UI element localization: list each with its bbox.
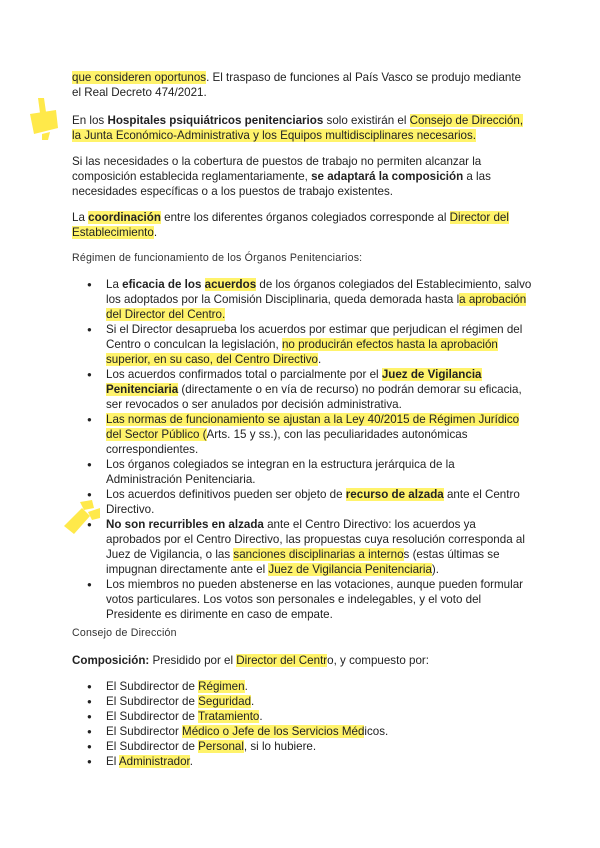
text-span: entre los diferentes órganos colegiados corresponde al: [160, 211, 450, 224]
bold-text: Hospitales psiquiátricos penitenciarios: [107, 114, 324, 127]
paragraph-traspaso: [72, 70, 532, 100]
text-span: Los acuerdos confirmados total o parcialmente por el: [106, 368, 382, 381]
paragraph-composicion: [72, 653, 532, 668]
text-span: En los: [72, 114, 108, 127]
highlight: no producirán efectos hasta la aprobación superior, en su caso, del Centro Directivo: [106, 338, 498, 366]
list-item: [72, 517, 532, 577]
text-span: de los órganos colegiados del Establecimiento, salvo los adoptados por la Comisión Disciplinaria, queda demorada hasta l: [106, 278, 532, 306]
bold-highlight: recurso de alzada: [345, 488, 444, 501]
text-span: Si el Director desaprueba los acuerdos por estimar que perjudican el régimen del Centro o conculcan la legislación,: [106, 323, 523, 351]
text-span: ).: [431, 563, 440, 576]
list-item: [72, 457, 532, 487]
highlight: Juez de Vigilancia Penitenciaria: [268, 563, 432, 576]
list-item: [72, 277, 532, 322]
list-item: [72, 487, 532, 517]
highlight: Las normas de funcionamiento se ajustan a la Ley 40/2015 de Régimen Jurídico del Sector Público (: [106, 413, 520, 441]
bold-highlight: acuerdos: [204, 278, 257, 291]
highlight: Tratamiento: [197, 710, 260, 723]
text-span: El Subdirector de: [106, 695, 199, 708]
text-span: El Subdirector de: [106, 740, 199, 753]
text-span: .: [251, 695, 255, 708]
list-item: [72, 412, 532, 457]
text-span: .: [244, 680, 248, 693]
text-span: Arts. 15 y ss.), con las peculiaridades autonómicas correspondientes.: [106, 428, 468, 456]
highlight: Régimen: [198, 680, 245, 693]
list-item: [72, 322, 532, 367]
paragraph-hospitales: [72, 113, 532, 143]
highlight: Personal: [198, 740, 244, 753]
list-item: [72, 694, 532, 709]
text-span: Si las necesidades o la cobertura de puestos de trabajo no permiten alcanzar la composición establecida reglamentariamente,: [72, 155, 482, 183]
list-item: [72, 724, 532, 739]
bold-text: Composición:: [72, 654, 150, 667]
section-heading-consejo: Consejo de Dirección: [72, 627, 177, 639]
text-span: .: [318, 353, 322, 366]
highlight: Médico o Jefe de los Servicios Méd: [182, 725, 365, 738]
text-span: .: [153, 226, 158, 239]
text-span: a las necesidades específicas o a los puestos de trabajo existentes.: [72, 170, 491, 198]
list-item: [72, 679, 532, 694]
text-span: Presidido por el: [149, 654, 237, 667]
bold-highlight: coordinación: [88, 211, 161, 224]
text-span: , si lo hubiere.: [243, 740, 317, 753]
highlight: a aprobación del Director del Centro.: [106, 293, 527, 321]
bold-text: No son recurribles en alzada: [106, 518, 264, 531]
highlight: Seguridad: [198, 695, 252, 708]
highlight: Administrador: [118, 755, 190, 768]
text-span: El Subdirector: [106, 725, 183, 738]
list-regimen-funcionamiento: [72, 277, 532, 622]
text-span: Los órganos colegiados se integran en la estructura jerárquica de la Administración Penitenciaria.: [106, 458, 455, 486]
text-span: (directamente o en vía de recurso) no podrán demorar su eficacia, ser revocados o ser anulados por decisión administrativa.: [106, 383, 522, 411]
text-span: El Subdirector de: [106, 680, 199, 693]
text-span: . El traspaso de funciones al País Vasco se produjo mediante el Real Decreto 474/2021.: [72, 71, 522, 99]
highlight: Consejo de Dirección, la Junta Económico-Administrativa y los Equipos multidisciplinares necesarios.: [72, 114, 524, 142]
text-span: s (estas últimas se impugnan directamente ante el: [106, 548, 500, 576]
text-span: ante el Centro Directivo: los acuerdos ya aprobados por el Centro Directivo, las propuestas cuya resolución corresponda al Juez de Vigilancia, o las: [106, 518, 525, 561]
paragraph-coordinacion: [72, 210, 532, 240]
highlight: sanciones disciplinarias a interno: [233, 548, 404, 561]
list-item: [72, 709, 532, 724]
text-span: o, y compuesto por:: [327, 654, 429, 667]
highlight: Director del Establecimiento: [72, 211, 509, 239]
bold-highlight: Juez de Vigilancia Penitenciaria: [106, 368, 482, 396]
bold-text: se adaptará la composición: [311, 170, 464, 183]
bold-text: eficacia de los: [122, 278, 205, 291]
text-span: El Subdirector de: [106, 710, 198, 723]
text-span: Los acuerdos definitivos pueden ser objeto de: [106, 488, 346, 501]
highlighter-strokes: [30, 98, 58, 140]
list-item: [72, 577, 532, 622]
highlighter-mark-top: [24, 96, 64, 142]
highlight: que consideren oportunos: [72, 71, 207, 84]
text-span: La: [72, 211, 89, 224]
section-heading-regimen: Régimen de funcionamiento de los Órganos Penitenciarios:: [72, 252, 363, 264]
highlight: Director del Centr: [236, 654, 328, 667]
list-item: [72, 739, 532, 754]
text-span: ante el Centro Directivo.: [106, 488, 520, 516]
text-span: .: [259, 710, 263, 723]
text-span: .: [189, 755, 194, 768]
list-item: [72, 754, 532, 769]
list-composicion-consejo: [72, 679, 532, 769]
text-span: solo existirán el: [323, 114, 410, 127]
text-span: icos.: [364, 725, 389, 738]
list-item: [72, 367, 532, 412]
text-span: La: [106, 278, 123, 291]
text-span: El: [106, 755, 119, 768]
paragraph-composicion-adaptada: [72, 154, 532, 199]
text-span: Los miembros no pueden abstenerse en las votaciones, aunque pueden formular votos particulares. Los votos son personales e indelegables, y el voto del Presidente es dirimente en caso de empate.: [106, 578, 524, 621]
